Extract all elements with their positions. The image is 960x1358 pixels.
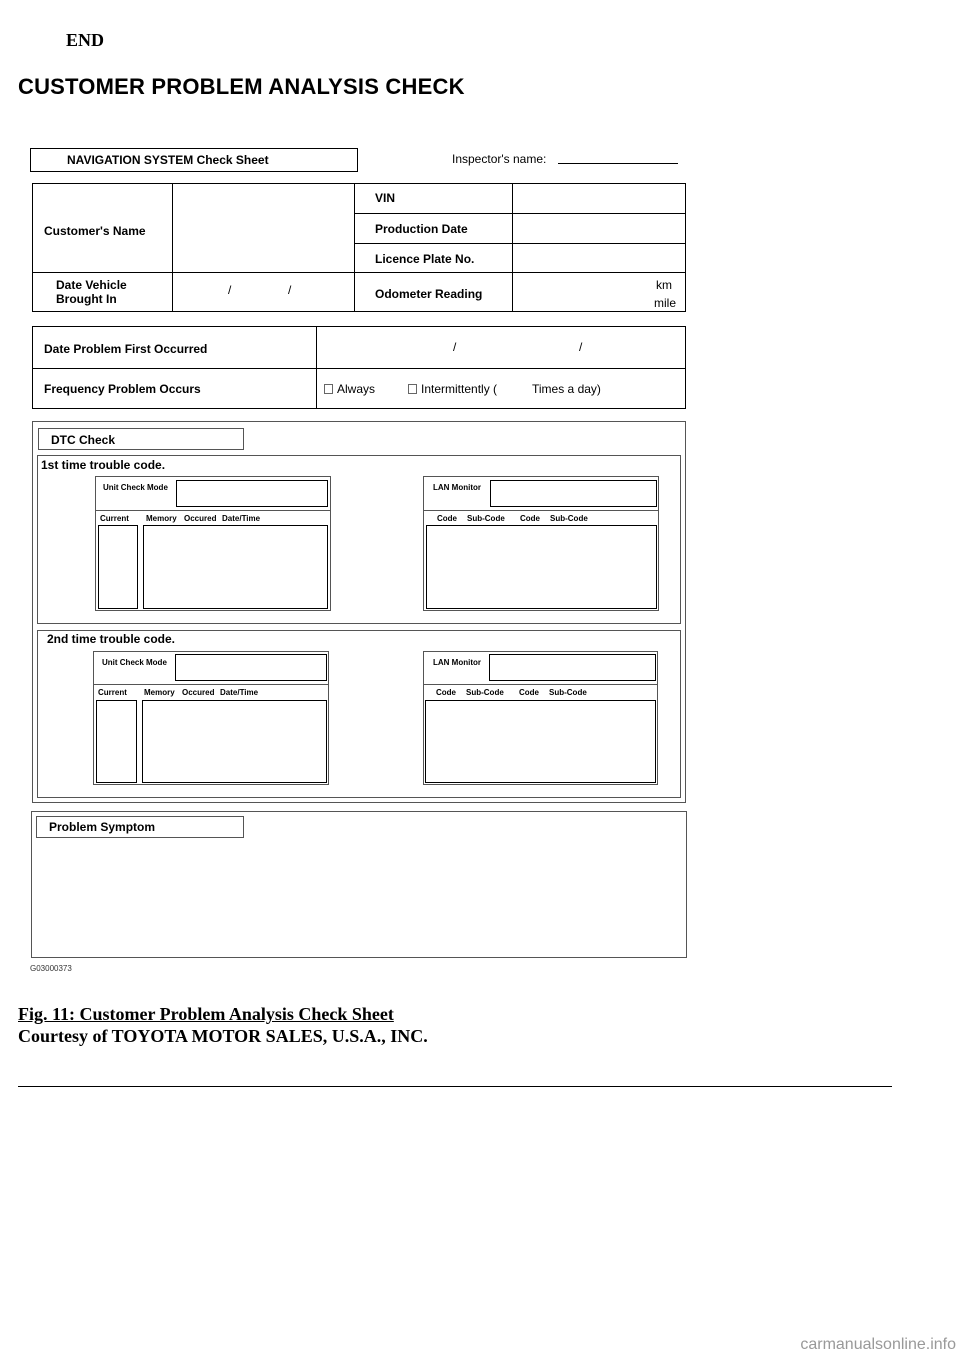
- current-field: [96, 700, 137, 783]
- end-label: END: [66, 30, 105, 50]
- memory-field: [143, 525, 328, 609]
- sheet-title: NAVIGATION SYSTEM Check Sheet: [67, 153, 269, 167]
- code-label: Code: [437, 514, 457, 523]
- date-slash: /: [579, 340, 583, 354]
- occured-label: Occured: [182, 688, 215, 697]
- occured-label: Occured: [184, 514, 217, 523]
- datetime-label: Date/Time: [222, 514, 261, 523]
- code-label: Code: [519, 688, 539, 697]
- memory-label: Memory: [144, 688, 175, 697]
- courtesy-line: Courtesy of TOYOTA MOTOR SALES, U.S.A., INC.: [18, 1026, 428, 1046]
- date-slash: /: [288, 283, 292, 297]
- first-trouble-code-label: 1st time trouble code.: [41, 458, 166, 472]
- unit-check-mode-label: Unit Check Mode: [103, 483, 168, 492]
- lan-codes-field: [425, 700, 656, 783]
- date-first-occurred-label: Date Problem First Occurred: [44, 342, 208, 356]
- sub-code-label: Sub-Code: [550, 514, 588, 523]
- odometer-label: Odometer Reading: [375, 287, 483, 301]
- unit-check-mode-field: [175, 654, 327, 681]
- vin-label: VIN: [375, 191, 396, 205]
- intermittently-option: Intermittently (: [408, 382, 497, 396]
- lan-monitor-label: LAN Monitor: [433, 483, 481, 492]
- sub-code-label: Sub-Code: [549, 688, 587, 697]
- problem-symptom-label: Problem Symptom: [49, 820, 156, 834]
- dtc-check-title-box: [38, 428, 244, 450]
- times-a-day-label: Times a day): [532, 382, 601, 396]
- unit-mile: mile: [654, 296, 677, 310]
- lan-codes-field: [426, 525, 657, 609]
- current-label: Current: [100, 514, 129, 523]
- inspector-label: Inspector's name:: [452, 152, 547, 166]
- unit-check-mode-label: Unit Check Mode: [102, 658, 167, 667]
- second-trouble-code-label: 2nd time trouble code.: [47, 632, 176, 646]
- date-brought-in-label-1: Date Vehicle: [56, 278, 127, 292]
- customer-info-table: [32, 183, 686, 312]
- memory-field: [142, 700, 327, 783]
- divider: [18, 1086, 892, 1087]
- sheet-title-box: [30, 148, 358, 172]
- checkbox-icon: [408, 384, 417, 394]
- current-label: Current: [98, 688, 127, 697]
- memory-label: Memory: [146, 514, 177, 523]
- sub-code-label: Sub-Code: [467, 514, 505, 523]
- licence-plate-label: Licence Plate No.: [375, 252, 475, 266]
- date-slash: /: [228, 283, 232, 297]
- frequency-label: Frequency Problem Occurs: [44, 382, 201, 396]
- code-label: Code: [520, 514, 540, 523]
- page-title: CUSTOMER PROBLEM ANALYSIS CHECK: [18, 74, 465, 99]
- inspector-name-line: [558, 163, 678, 164]
- sub-code-label: Sub-Code: [466, 688, 504, 697]
- code-label: Code: [436, 688, 456, 697]
- problem-symptom-title-box: [36, 816, 244, 838]
- unit-km: km: [656, 278, 672, 292]
- checkbox-icon: [324, 384, 333, 394]
- figure-caption: Fig. 11: Customer Problem Analysis Check Sheet: [18, 1004, 394, 1024]
- always-option: Always: [324, 382, 375, 396]
- figure-id: G03000373: [30, 964, 72, 973]
- datetime-label: Date/Time: [220, 688, 259, 697]
- date-brought-in-label-2: Brought In: [56, 292, 117, 306]
- current-field: [98, 525, 138, 609]
- customer-name-label: Customer's Name: [44, 224, 146, 238]
- lan-monitor-label: LAN Monitor: [433, 658, 481, 667]
- lan-monitor-field: [489, 654, 656, 681]
- date-slash: /: [453, 340, 457, 354]
- lan-monitor-field: [490, 480, 657, 507]
- production-date-label: Production Date: [375, 222, 468, 236]
- watermark: carmanualsonline.info: [800, 1336, 956, 1353]
- dtc-check-label: DTC Check: [51, 433, 116, 447]
- unit-check-mode-field: [176, 480, 328, 507]
